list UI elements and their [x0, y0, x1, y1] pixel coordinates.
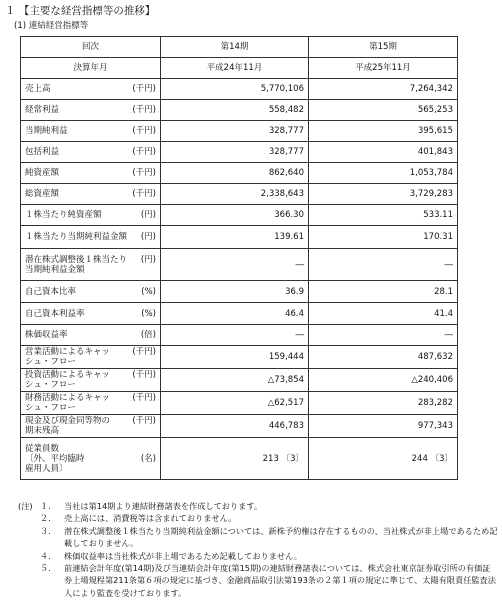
- subsection-title: (1) 連結経営指標等: [14, 21, 89, 31]
- note-number: ５.: [40, 563, 51, 574]
- fiscal-date: 平成24年11月: [161, 58, 309, 79]
- cell-value: 41.4: [309, 303, 458, 325]
- date-label: 決算年月: [21, 58, 161, 79]
- table-row: [21, 142, 458, 163]
- row-label: 包括利益: [25, 147, 60, 157]
- row-unit: (千円): [132, 370, 156, 380]
- cell-value: 558,482: [161, 100, 309, 121]
- table-row: [21, 392, 458, 415]
- row-unit: (千円): [132, 126, 156, 136]
- cell-value: 395,615: [309, 121, 458, 142]
- cell-value: 366.30: [161, 205, 309, 226]
- note-item: [18, 512, 498, 524]
- cell-value: 7,264,342: [309, 79, 458, 100]
- cell-value: 862,640: [161, 163, 309, 184]
- cell-value: 283,282: [309, 392, 458, 415]
- cell-value: ―: [161, 249, 309, 281]
- note-number: ４.: [40, 550, 51, 561]
- employees-row: [21, 438, 458, 480]
- note-item: [18, 500, 498, 512]
- note-number: ２.: [40, 513, 51, 524]
- row-label: １株当たり当期純利益金額: [25, 232, 128, 242]
- row-unit: (千円): [132, 189, 156, 199]
- cell-value: 139.61: [161, 226, 309, 249]
- row-unit: (円): [140, 210, 156, 220]
- row-unit: (千円): [132, 416, 156, 426]
- note-item: [18, 525, 498, 550]
- employee-count: 244: [411, 453, 428, 464]
- note-text: 潜在株式調整後１株当たり当期純利益金額については、新株予約権は存在するものの、当社株式が非上場であるため記載しておりません。: [64, 525, 498, 549]
- cell-value: 1,053,784: [309, 163, 458, 184]
- row-unit: (千円): [132, 168, 156, 178]
- note-number: １.: [40, 501, 51, 511]
- cell-value: △62,517: [161, 392, 309, 415]
- row-label: 当期純利益: [25, 126, 68, 136]
- row-label: 経常利益: [25, 105, 60, 115]
- table-row: [21, 303, 458, 325]
- cell-value: 46.4: [161, 303, 309, 325]
- row-label: 自己資本比率: [25, 286, 77, 297]
- employees-label-sub: 雇用人員〕: [25, 463, 68, 474]
- note-text: 当社は第14期より連結財務諸表を作成しております。: [64, 501, 263, 511]
- cell-value: 977,343: [309, 415, 458, 438]
- cell-value: 401,843: [309, 142, 458, 163]
- temp-employee-count: 〔3〕: [430, 453, 453, 464]
- table-row: [21, 121, 458, 142]
- cell-value: 28.1: [309, 281, 458, 303]
- row-label: 総資産額: [25, 189, 60, 199]
- cell-value: ―: [309, 249, 458, 281]
- header-label: 回次: [21, 37, 161, 58]
- cell-value: 2,338,643: [161, 184, 309, 205]
- note-text: 売上高には、消費税等は含まれておりません。: [64, 513, 237, 524]
- row-unit: (千円): [132, 105, 156, 115]
- table-row: [21, 369, 458, 392]
- row-unit: (%): [141, 308, 156, 319]
- employees-label-sub: 〔外、平均臨時: [25, 453, 85, 464]
- cell-value: 170.31: [309, 226, 458, 249]
- cell-value: 533.11: [309, 205, 458, 226]
- financial-indicators-table: [20, 36, 458, 480]
- table-row: [21, 163, 458, 184]
- row-unit: (千円): [132, 84, 156, 94]
- row-unit: (円): [140, 232, 156, 242]
- cell-value: 5,770,106: [161, 79, 309, 100]
- cell-value: 446,783: [161, 415, 309, 438]
- temp-employee-count: 〔3〕: [281, 453, 304, 464]
- cell-value: 328,777: [161, 142, 309, 163]
- row-unit: (円): [140, 254, 156, 265]
- row-label: 株価収益率: [25, 330, 68, 340]
- note-number: ３.: [40, 525, 51, 536]
- table-row: [21, 346, 458, 369]
- period-header: 第14期: [161, 37, 309, 58]
- cell-value: 159,444: [161, 346, 309, 369]
- cell-value: △240,406: [309, 369, 458, 392]
- row-label: 財務活動によるキャッシュ・フロー: [25, 393, 111, 413]
- note-item: [18, 550, 498, 562]
- cell-value: 36.9: [161, 281, 309, 303]
- row-label: 営業活動によるキャッシュ・フロー: [25, 347, 111, 367]
- row-label: 純資産額: [25, 168, 60, 178]
- row-unit: (%): [141, 286, 156, 297]
- notes: [18, 500, 498, 599]
- cell-value: 3,729,283: [309, 184, 458, 205]
- row-label: 投資活動によるキャッシュ・フロー: [25, 370, 111, 390]
- note-item: [18, 562, 498, 599]
- table-row: [21, 249, 458, 281]
- fiscal-date: 平成25年11月: [309, 58, 458, 79]
- table-row: [21, 325, 458, 346]
- table-row: [21, 100, 458, 121]
- row-label: 潜在株式調整後１株当たり当期純利益金額: [25, 254, 128, 275]
- row-unit: (千円): [132, 393, 156, 403]
- table-row: [21, 226, 458, 249]
- period-header: 第15期: [309, 37, 458, 58]
- row-unit: (千円): [132, 147, 156, 157]
- employees-label: 従業員数: [25, 443, 60, 454]
- note-text: 株価収益率は当社株式が非上場であるため記載しておりません。: [64, 550, 302, 561]
- section-title: １ 【主要な経営指標等の推移】: [5, 5, 156, 17]
- table-row: [21, 205, 458, 226]
- row-label: １株当たり純資産額: [25, 210, 102, 220]
- row-label: 現金及び現金同等物の期末残高: [25, 416, 111, 436]
- table-row: [21, 184, 458, 205]
- row-label: 自己資本利益率: [25, 308, 85, 319]
- cell-value: 328,777: [161, 121, 309, 142]
- row-unit: (名): [140, 453, 156, 464]
- cell-value: ―: [309, 325, 458, 346]
- row-label: 売上高: [25, 84, 51, 94]
- table-row: [21, 415, 458, 438]
- cell-value: △73,854: [161, 369, 309, 392]
- note-text: 前連結会計年度(第14期)及び当連結会計年度(第15期)の連結財務諸表については、株式会社東京証券取引所の有価証券上場規程第211条第６項の規定に基づき、金融商品取引法第193条の２第１項の規定に準じて、太陽有限責任監査法人により監査を受けております。: [64, 563, 496, 598]
- employee-count: 213: [262, 453, 279, 464]
- notes-prefix: (注): [18, 501, 33, 511]
- row-unit: (倍): [140, 330, 156, 340]
- cell-value: 565,253: [309, 100, 458, 121]
- table-row: [21, 281, 458, 303]
- cell-value: 487,632: [309, 346, 458, 369]
- cell-value: ―: [161, 325, 309, 346]
- table-row: [21, 79, 458, 100]
- row-unit: (千円): [132, 347, 156, 357]
